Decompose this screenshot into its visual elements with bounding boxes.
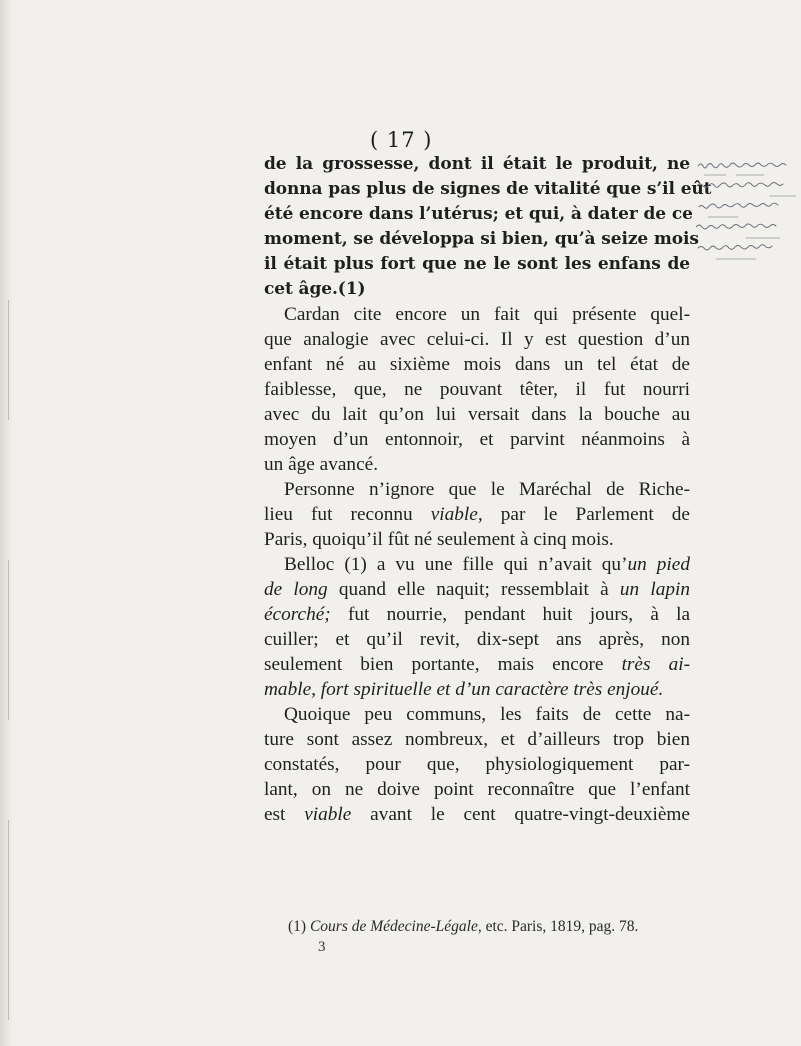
text-line: donna pas plus de signes de vitalité que s’il eût	[264, 179, 712, 199]
text-line: Personne n’ignore que le Maréchal de Riche-	[284, 479, 690, 500]
binding-edge	[0, 0, 14, 1046]
text-line: cuiller; et qu’il revit, dix-sept ans après, non	[264, 629, 690, 650]
text-line: Belloc (1) a vu une fille qui n’avait qu’un pied	[284, 554, 690, 575]
text-line: moment, se développa si bien, qu’à seize mois	[264, 229, 699, 249]
text-line: il était plus fort que ne le sont les enfans de	[264, 254, 690, 274]
text-line: lieu fut reconnu viable, par le Parlement de	[264, 504, 690, 525]
text-line: Quoique peu communs, les faits de cette na-	[284, 704, 690, 725]
footnote: (1) Cours de Médecine-Légale, etc. Paris, 1819, pag. 78.	[288, 918, 639, 935]
signature-mark: 3	[318, 939, 326, 955]
handwritten-annotation	[696, 160, 801, 272]
text-line: écorché; fut nourrie, pendant huit jours, à la	[264, 604, 690, 625]
text-line: lant, on ne doive point reconnaître que l’enfant	[264, 779, 690, 800]
text-line: faiblesse, que, ne pouvant têter, il fut nourri	[264, 379, 690, 400]
text-line: de long quand elle naquit; ressemblait à un lapin	[264, 579, 690, 600]
text-line: avec du lait qu’on lui versait dans la bouche au	[264, 404, 690, 425]
text-line: moyen d’un entonnoir, et parvint néanmoins à	[264, 429, 690, 450]
text-line: constatés, pour que, physiologiquement par-	[264, 754, 690, 775]
text-line: est viable avant le cent quatre-vingt-deuxième	[264, 804, 690, 825]
margin-mark	[8, 560, 9, 720]
text-line: de la grossesse, dont il était le produit, ne	[264, 154, 690, 174]
text-line: Cardan cite encore un fait qui présente quel-	[284, 304, 690, 325]
text-line: mable, fort spirituelle et d’un caractère très enjoué.	[264, 679, 664, 700]
text-line: seulement bien portante, mais encore très ai-	[264, 654, 690, 675]
margin-mark	[8, 300, 9, 420]
text-line: enfant né au sixième mois dans un tel état de	[264, 354, 690, 375]
body-text	[264, 152, 712, 827]
text-line: cet âge.(1)	[264, 279, 366, 299]
margin-mark	[8, 820, 9, 1020]
text-line: Paris, quoiqu’il fût né seulement à cinq mois.	[264, 529, 614, 550]
text-line: que analogie avec celui-ci. Il y est question d’un	[264, 329, 690, 350]
text-line: été encore dans l’utérus; et qui, à dater de ce	[264, 204, 693, 224]
handwriting-scribble	[696, 160, 801, 272]
text-line: un âge avancé.	[264, 454, 379, 475]
text-line: ture sont assez nombreux, et d’ailleurs trop bien	[264, 729, 690, 750]
page-number: ( 17 )	[370, 128, 433, 152]
